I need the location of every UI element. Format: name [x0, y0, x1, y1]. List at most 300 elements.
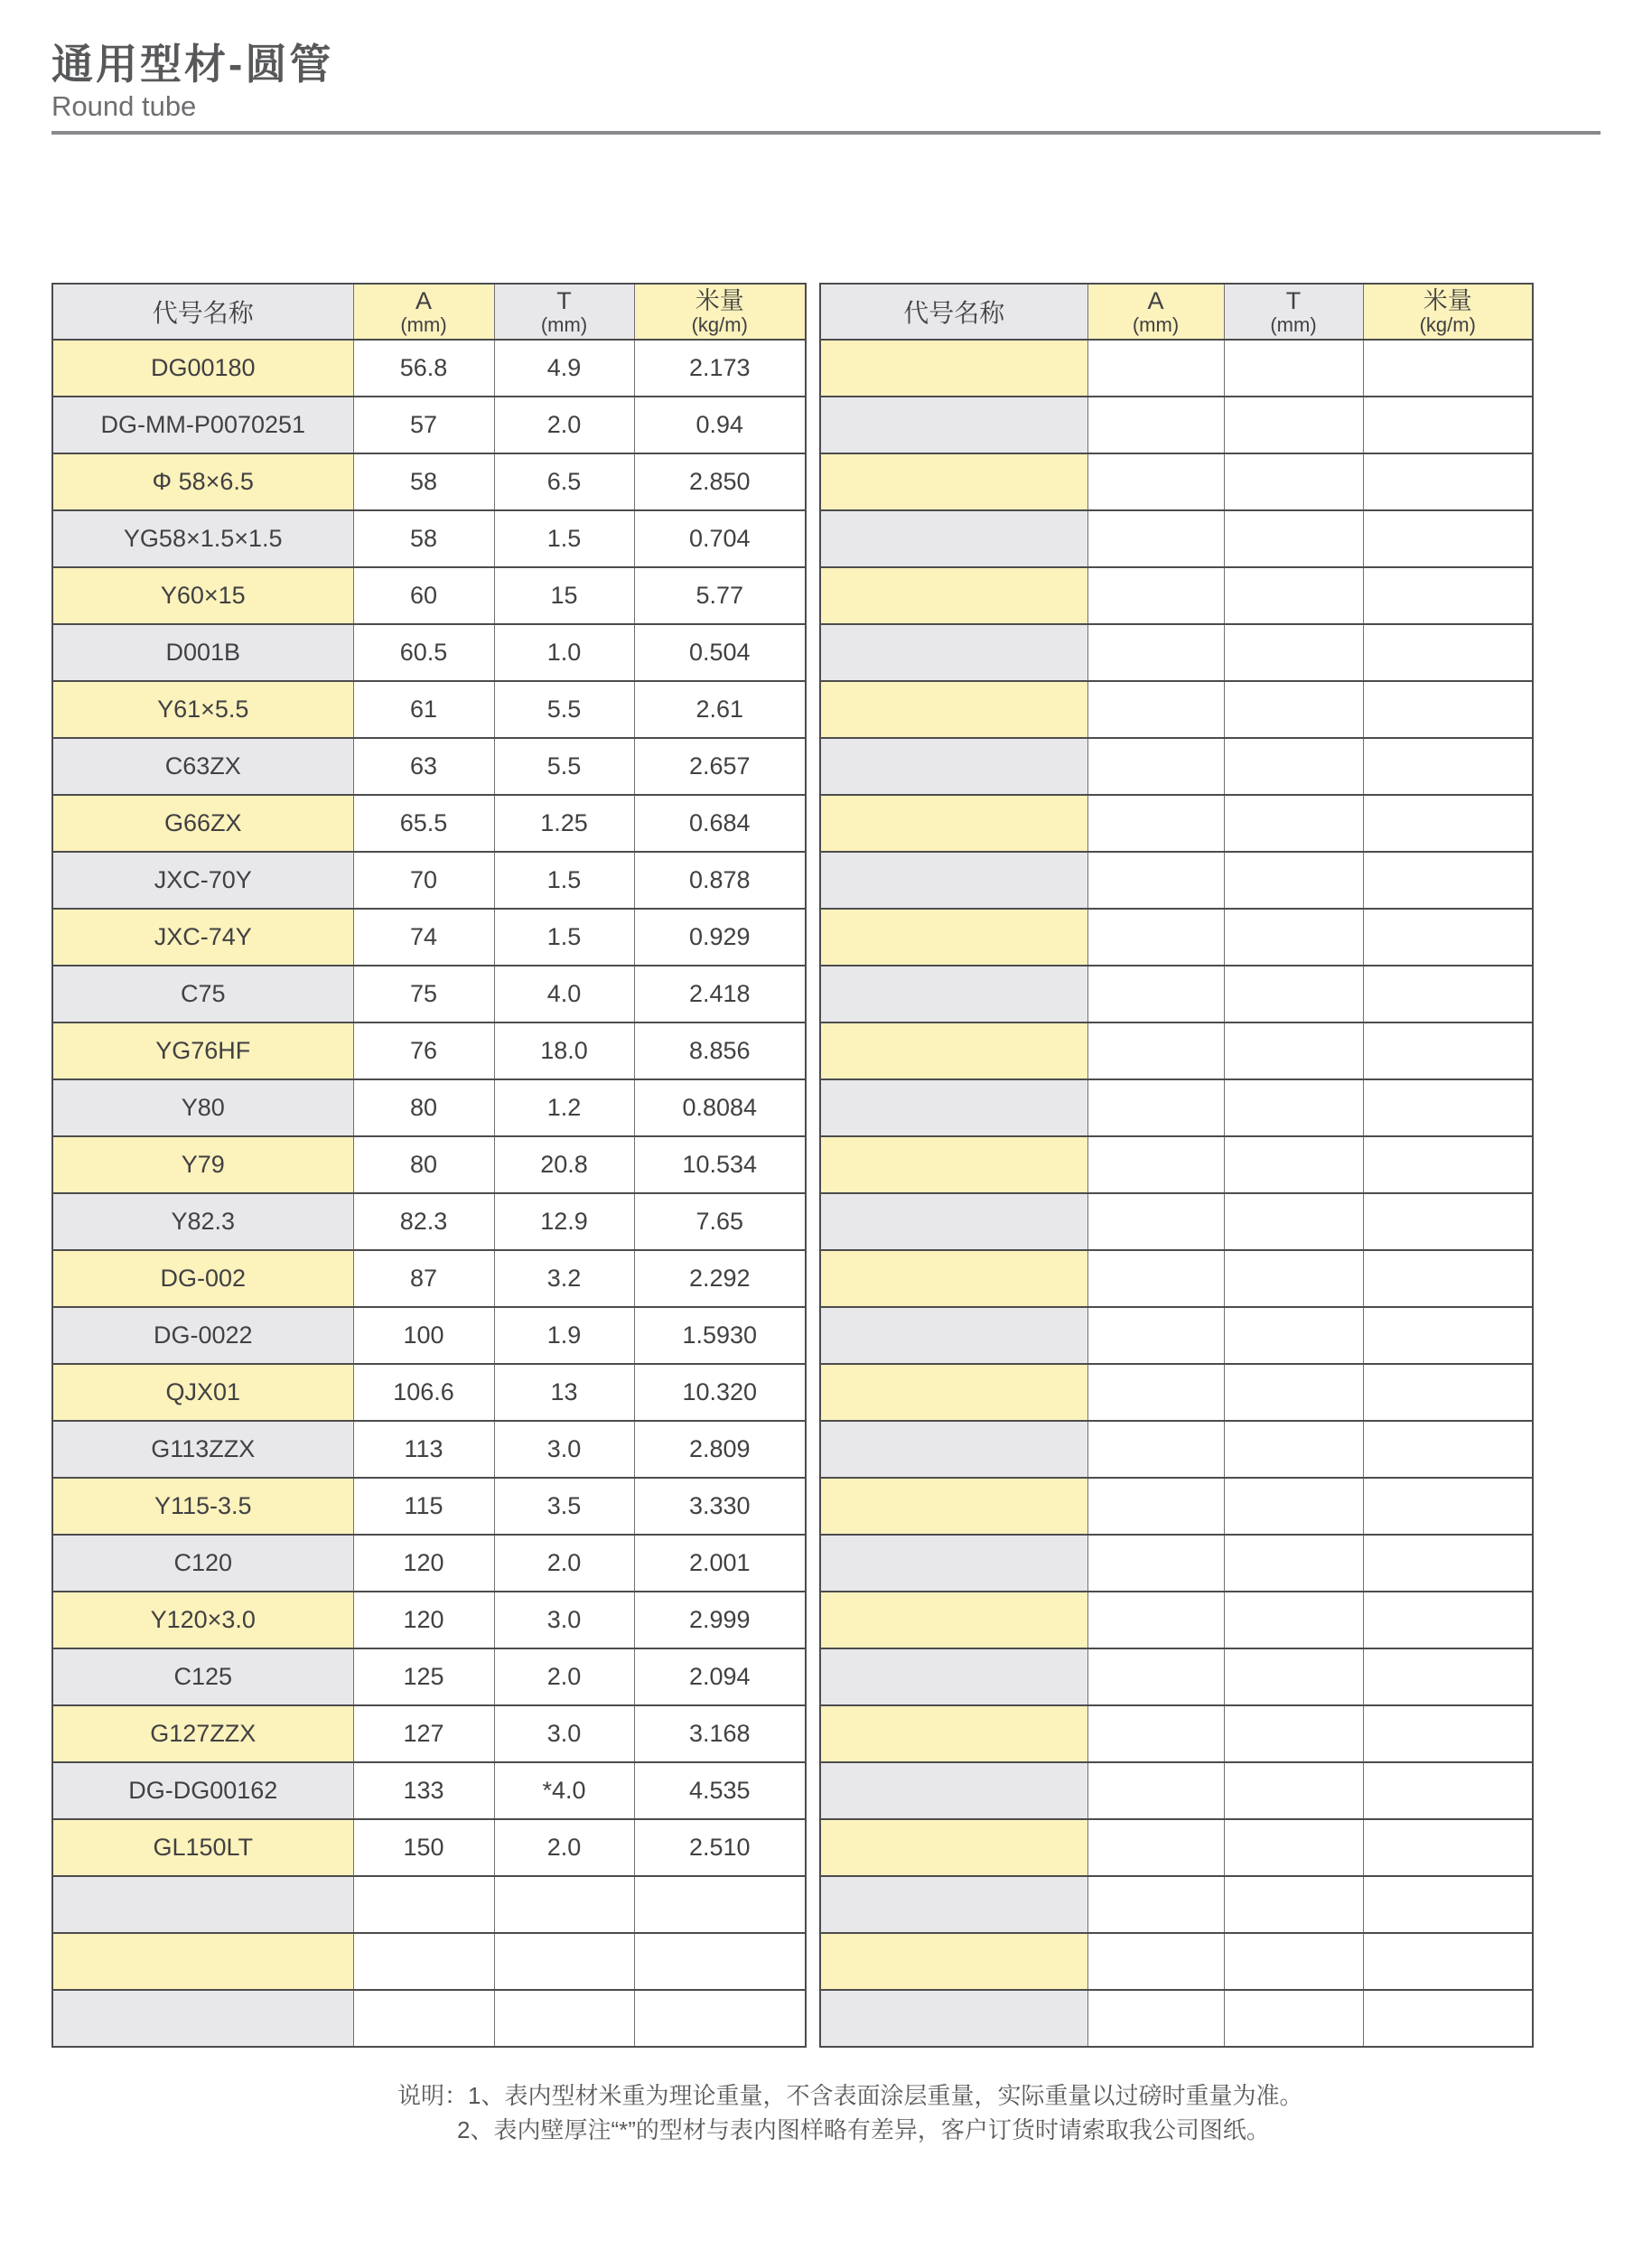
code-name-cell [820, 909, 1087, 966]
col-header-t-unit: (mm) [1270, 313, 1317, 336]
a-value-cell [353, 1876, 494, 1933]
t-value-cell [1224, 852, 1363, 909]
code-name-cell [820, 1136, 1087, 1193]
a-value-cell [1087, 1876, 1224, 1933]
table-row [820, 1762, 1533, 1819]
t-value-cell [1224, 1990, 1363, 2047]
t-value-cell [494, 1876, 634, 1933]
t-value-cell [1224, 1648, 1363, 1705]
table-row [820, 1705, 1533, 1762]
t-value-cell [1224, 1022, 1363, 1079]
meter-weight-cell [1363, 1933, 1533, 1990]
table-row [52, 1876, 806, 1933]
table-row [52, 1307, 806, 1364]
code-name-cell: Φ 58×6.5 [52, 453, 353, 510]
t-value-cell: 12.9 [494, 1193, 634, 1250]
col-header-t [494, 284, 634, 340]
a-value-cell [1087, 738, 1224, 795]
code-name-cell [820, 1705, 1087, 1762]
table-row [820, 681, 1533, 738]
meter-weight-cell [1363, 738, 1533, 795]
code-name-cell [820, 738, 1087, 795]
code-name-cell [820, 1022, 1087, 1079]
meter-weight-cell: 2.510 [634, 1819, 806, 1876]
a-value-cell [1087, 1421, 1224, 1478]
a-value-cell: 63 [353, 738, 494, 795]
code-name-cell: C125 [52, 1648, 353, 1705]
meter-weight-cell: 1.5930 [634, 1307, 806, 1364]
t-value-cell [1224, 1364, 1363, 1421]
t-value-cell [1224, 510, 1363, 567]
t-value-cell: 2.0 [494, 1648, 634, 1705]
meter-weight-cell [1363, 1876, 1533, 1933]
table-row [52, 1478, 806, 1535]
t-value-cell [1224, 1421, 1363, 1478]
a-value-cell [1087, 1136, 1224, 1193]
a-value-cell [1087, 1250, 1224, 1307]
t-value-cell [1224, 567, 1363, 624]
meter-weight-cell [1363, 1478, 1533, 1535]
table-row [820, 738, 1533, 795]
table-row [52, 1022, 806, 1079]
a-value-cell [1087, 1478, 1224, 1535]
code-name-cell: YG58×1.5×1.5 [52, 510, 353, 567]
table-row [820, 453, 1533, 510]
t-value-cell [1224, 1762, 1363, 1819]
spec-tables [51, 283, 1601, 2048]
table-row [820, 1990, 1533, 2047]
meter-weight-cell [1363, 795, 1533, 852]
t-value-cell: 3.0 [494, 1705, 634, 1762]
table-row [820, 1592, 1533, 1648]
code-name-cell: DG-MM-P0070251 [52, 397, 353, 453]
code-name-cell [820, 1592, 1087, 1648]
table-row [52, 624, 806, 681]
a-value-cell [1087, 1364, 1224, 1421]
table-row [52, 852, 806, 909]
meter-weight-cell [1363, 340, 1533, 397]
code-name-cell [820, 1876, 1087, 1933]
table-row [820, 1022, 1533, 1079]
table-row [52, 1819, 806, 1876]
code-name-cell [820, 510, 1087, 567]
meter-weight-cell: 2.001 [634, 1535, 806, 1592]
table-row [820, 1535, 1533, 1592]
table-row [820, 1478, 1533, 1535]
col-header-meter-weight-unit: (kg/m) [1419, 313, 1476, 336]
t-value-cell: 1.25 [494, 795, 634, 852]
table-row [820, 1250, 1533, 1307]
a-value-cell [1087, 340, 1224, 397]
a-value-cell: 133 [353, 1762, 494, 1819]
t-value-cell [1224, 397, 1363, 453]
table-row [52, 1079, 806, 1136]
a-value-cell: 100 [353, 1307, 494, 1364]
table-row [52, 1933, 806, 1990]
table-row [52, 567, 806, 624]
table-row [820, 909, 1533, 966]
t-value-cell [1224, 1535, 1363, 1592]
code-name-cell: D001B [52, 624, 353, 681]
a-value-cell [1087, 1762, 1224, 1819]
table-row [820, 852, 1533, 909]
a-value-cell: 87 [353, 1250, 494, 1307]
meter-weight-cell [1363, 1364, 1533, 1421]
meter-weight-cell: 3.330 [634, 1478, 806, 1535]
code-name-cell [820, 1307, 1087, 1364]
col-header-code-name: 代号名称 [52, 284, 353, 340]
col-header-a-unit: (mm) [400, 313, 447, 336]
code-name-cell: DG00180 [52, 340, 353, 397]
t-value-cell [1224, 1136, 1363, 1193]
meter-weight-cell: 0.8084 [634, 1079, 806, 1136]
table-row [52, 1592, 806, 1648]
code-name-cell [820, 340, 1087, 397]
code-name-cell: GL150LT [52, 1819, 353, 1876]
header-row [820, 284, 1533, 340]
a-value-cell: 61 [353, 681, 494, 738]
meter-weight-cell: 0.684 [634, 795, 806, 852]
t-value-cell [1224, 1250, 1363, 1307]
table-row [52, 340, 806, 397]
t-value-cell [1224, 1933, 1363, 1990]
table-row [52, 1535, 806, 1592]
t-value-cell [1224, 909, 1363, 966]
code-name-cell [820, 1933, 1087, 1990]
a-value-cell [1087, 1022, 1224, 1079]
meter-weight-cell [1363, 1022, 1533, 1079]
table-row [820, 1364, 1533, 1421]
meter-weight-cell [1363, 852, 1533, 909]
a-value-cell: 60 [353, 567, 494, 624]
meter-weight-cell: 2.61 [634, 681, 806, 738]
t-value-cell: 4.0 [494, 966, 634, 1022]
a-value-cell: 150 [353, 1819, 494, 1876]
meter-weight-cell [1363, 1535, 1533, 1592]
table-row [52, 1193, 806, 1250]
col-header-a [353, 284, 494, 340]
table-row [52, 1250, 806, 1307]
table-row [52, 1762, 806, 1819]
meter-weight-cell [634, 1933, 806, 1990]
table-row [52, 1648, 806, 1705]
meter-weight-cell: 2.850 [634, 453, 806, 510]
code-name-cell: QJX01 [52, 1364, 353, 1421]
table-row [52, 1421, 806, 1478]
col-header-meter-weight [1363, 284, 1533, 340]
t-value-cell: 3.0 [494, 1421, 634, 1478]
t-value-cell [1224, 1876, 1363, 1933]
a-value-cell: 106.6 [353, 1364, 494, 1421]
t-value-cell: 1.2 [494, 1079, 634, 1136]
t-value-cell [1224, 1478, 1363, 1535]
table-row [52, 1705, 806, 1762]
code-name-cell [820, 1364, 1087, 1421]
table-row [820, 510, 1533, 567]
code-name-cell [820, 966, 1087, 1022]
table-row [820, 340, 1533, 397]
code-name-cell [52, 1990, 353, 2047]
code-name-cell [820, 1079, 1087, 1136]
t-value-cell [1224, 340, 1363, 397]
meter-weight-cell: 2.094 [634, 1648, 806, 1705]
code-name-cell [820, 1535, 1087, 1592]
code-name-cell: Y79 [52, 1136, 353, 1193]
t-value-cell: 1.5 [494, 510, 634, 567]
table-row [820, 624, 1533, 681]
code-name-cell [820, 681, 1087, 738]
meter-weight-cell [1363, 567, 1533, 624]
t-value-cell: 5.5 [494, 738, 634, 795]
code-name-cell [820, 624, 1087, 681]
code-name-cell [820, 795, 1087, 852]
code-name-cell: DG-DG00162 [52, 1762, 353, 1819]
t-value-cell: *4.0 [494, 1762, 634, 1819]
a-value-cell: 80 [353, 1136, 494, 1193]
spec-table-right [819, 283, 1534, 2048]
t-value-cell: 2.0 [494, 397, 634, 453]
a-value-cell [1087, 1307, 1224, 1364]
code-name-cell: C75 [52, 966, 353, 1022]
code-name-cell [820, 1648, 1087, 1705]
code-name-cell: JXC-70Y [52, 852, 353, 909]
col-header-a-label: A [1147, 286, 1164, 314]
t-value-cell [1224, 453, 1363, 510]
table-row [52, 510, 806, 567]
a-value-cell [1087, 453, 1224, 510]
t-value-cell: 15 [494, 567, 634, 624]
col-header-meter-weight-label: 米量 [1423, 286, 1472, 314]
a-value-cell: 65.5 [353, 795, 494, 852]
meter-weight-cell: 2.173 [634, 340, 806, 397]
header-row [52, 284, 806, 340]
a-value-cell: 58 [353, 510, 494, 567]
table-row [52, 1364, 806, 1421]
meter-weight-cell [1363, 453, 1533, 510]
table-row [820, 1933, 1533, 1990]
meter-weight-cell [1363, 1762, 1533, 1819]
t-value-cell [1224, 1307, 1363, 1364]
note-line-1: 说明：1、表内型材米重为理论重量，不含表面涂层重量，实际重量以过磅时重量为准。 [397, 2081, 1303, 2109]
a-value-cell: 58 [353, 453, 494, 510]
code-name-cell [820, 1990, 1087, 2047]
a-value-cell [1087, 1193, 1224, 1250]
t-value-cell [1224, 1592, 1363, 1648]
meter-weight-cell: 0.94 [634, 397, 806, 453]
code-name-cell [820, 1421, 1087, 1478]
a-value-cell [1087, 1648, 1224, 1705]
meter-weight-cell: 5.77 [634, 567, 806, 624]
table-row [52, 738, 806, 795]
t-value-cell: 1.9 [494, 1307, 634, 1364]
t-value-cell: 1.0 [494, 624, 634, 681]
meter-weight-cell [1363, 1819, 1533, 1876]
code-name-cell [820, 1250, 1087, 1307]
table-row [820, 1307, 1533, 1364]
meter-weight-cell [1363, 1079, 1533, 1136]
a-value-cell [1087, 1819, 1224, 1876]
col-header-meter-weight-unit: (kg/m) [691, 313, 748, 336]
meter-weight-cell: 0.878 [634, 852, 806, 909]
code-name-cell [820, 852, 1087, 909]
page-subtitle: Round tube [51, 89, 197, 122]
t-value-cell: 2.0 [494, 1535, 634, 1592]
a-value-cell [1087, 681, 1224, 738]
spec-table-left [51, 283, 807, 2048]
col-header-meter-weight-label: 米量 [695, 286, 744, 314]
t-value-cell: 6.5 [494, 453, 634, 510]
code-name-cell: DG-0022 [52, 1307, 353, 1364]
a-value-cell [1087, 397, 1224, 453]
a-value-cell: 75 [353, 966, 494, 1022]
meter-weight-cell [1363, 909, 1533, 966]
a-value-cell: 70 [353, 852, 494, 909]
table-row [52, 681, 806, 738]
a-value-cell [1087, 1592, 1224, 1648]
meter-weight-cell: 2.809 [634, 1421, 806, 1478]
t-value-cell [1224, 966, 1363, 1022]
title-divider [51, 131, 1601, 135]
code-name-cell [820, 397, 1087, 453]
code-name-cell: C120 [52, 1535, 353, 1592]
a-value-cell [1087, 966, 1224, 1022]
meter-weight-cell: 0.504 [634, 624, 806, 681]
code-name-cell: G66ZX [52, 795, 353, 852]
t-value-cell [1224, 795, 1363, 852]
meter-weight-cell [1363, 1307, 1533, 1364]
a-value-cell: 113 [353, 1421, 494, 1478]
meter-weight-cell [1363, 397, 1533, 453]
a-value-cell [1087, 1079, 1224, 1136]
meter-weight-cell: 8.856 [634, 1022, 806, 1079]
meter-weight-cell [1363, 1705, 1533, 1762]
t-value-cell: 5.5 [494, 681, 634, 738]
meter-weight-cell: 4.535 [634, 1762, 806, 1819]
a-value-cell: 127 [353, 1705, 494, 1762]
meter-weight-cell: 2.418 [634, 966, 806, 1022]
a-value-cell [1087, 795, 1224, 852]
table-row [52, 966, 806, 1022]
a-value-cell: 125 [353, 1648, 494, 1705]
meter-weight-cell: 0.704 [634, 510, 806, 567]
meter-weight-cell: 2.657 [634, 738, 806, 795]
table-row [820, 567, 1533, 624]
col-header-a-unit: (mm) [1132, 313, 1180, 336]
t-value-cell: 2.0 [494, 1819, 634, 1876]
table-row [52, 453, 806, 510]
meter-weight-cell: 2.292 [634, 1250, 806, 1307]
meter-weight-cell [1363, 1592, 1533, 1648]
code-name-cell [52, 1876, 353, 1933]
code-name-cell [820, 1819, 1087, 1876]
page-title: 通用型材-圆管 [51, 41, 334, 88]
meter-weight-cell [1363, 624, 1533, 681]
t-value-cell [1224, 1079, 1363, 1136]
meter-weight-cell: 10.534 [634, 1136, 806, 1193]
table-row [52, 1136, 806, 1193]
col-header-meter-weight [634, 284, 806, 340]
a-value-cell [1087, 1990, 1224, 2047]
meter-weight-cell [1363, 1990, 1533, 2047]
meter-weight-cell [1363, 1250, 1533, 1307]
t-value-cell [1224, 624, 1363, 681]
t-value-cell: 1.5 [494, 852, 634, 909]
notes [397, 2078, 1601, 2147]
meter-weight-cell [1363, 1421, 1533, 1478]
meter-weight-cell: 3.168 [634, 1705, 806, 1762]
code-name-cell [820, 1478, 1087, 1535]
t-value-cell: 1.5 [494, 909, 634, 966]
t-value-cell: 18.0 [494, 1022, 634, 1079]
t-value-cell [1224, 1193, 1363, 1250]
table-row [820, 1136, 1533, 1193]
a-value-cell [353, 1990, 494, 2047]
col-header-a [1087, 284, 1224, 340]
meter-weight-cell [1363, 1136, 1533, 1193]
col-header-t [1224, 284, 1363, 340]
meter-weight-cell [1363, 510, 1533, 567]
code-name-cell: DG-002 [52, 1250, 353, 1307]
a-value-cell: 80 [353, 1079, 494, 1136]
code-name-cell [820, 1762, 1087, 1819]
code-name-cell [820, 453, 1087, 510]
table-row [820, 1421, 1533, 1478]
table-row [820, 1079, 1533, 1136]
code-name-cell [820, 1193, 1087, 1250]
code-name-cell: JXC-74Y [52, 909, 353, 966]
table-row [820, 1648, 1533, 1705]
code-name-cell: C63ZX [52, 738, 353, 795]
meter-weight-cell: 2.999 [634, 1592, 806, 1648]
code-name-cell [52, 1933, 353, 1990]
table-row [52, 795, 806, 852]
t-value-cell: 20.8 [494, 1136, 634, 1193]
a-value-cell [1087, 567, 1224, 624]
a-value-cell: 74 [353, 909, 494, 966]
meter-weight-cell [1363, 966, 1533, 1022]
meter-weight-cell [1363, 681, 1533, 738]
meter-weight-cell: 7.65 [634, 1193, 806, 1250]
t-value-cell: 3.2 [494, 1250, 634, 1307]
meter-weight-cell [1363, 1193, 1533, 1250]
a-value-cell: 115 [353, 1478, 494, 1535]
table-row [820, 397, 1533, 453]
t-value-cell [1224, 681, 1363, 738]
a-value-cell: 76 [353, 1022, 494, 1079]
a-value-cell [353, 1933, 494, 1990]
a-value-cell [1087, 624, 1224, 681]
t-value-cell [494, 1933, 634, 1990]
a-value-cell: 82.3 [353, 1193, 494, 1250]
code-name-cell: Y80 [52, 1079, 353, 1136]
note-line-2: 2、表内壁厚注“*”的型材与表内图样略有差异，客户订货时请索取我公司图纸。 [457, 2115, 1270, 2143]
t-value-cell [1224, 738, 1363, 795]
t-value-cell: 13 [494, 1364, 634, 1421]
table-row [820, 966, 1533, 1022]
code-name-cell: G113ZZX [52, 1421, 353, 1478]
a-value-cell [1087, 852, 1224, 909]
t-value-cell [1224, 1705, 1363, 1762]
table-row [52, 909, 806, 966]
t-value-cell: 3.5 [494, 1478, 634, 1535]
meter-weight-cell: 10.320 [634, 1364, 806, 1421]
a-value-cell: 120 [353, 1535, 494, 1592]
code-name-cell: YG76HF [52, 1022, 353, 1079]
code-name-cell: G127ZZX [52, 1705, 353, 1762]
table-row [820, 1819, 1533, 1876]
code-name-cell: Y120×3.0 [52, 1592, 353, 1648]
t-value-cell: 3.0 [494, 1592, 634, 1648]
